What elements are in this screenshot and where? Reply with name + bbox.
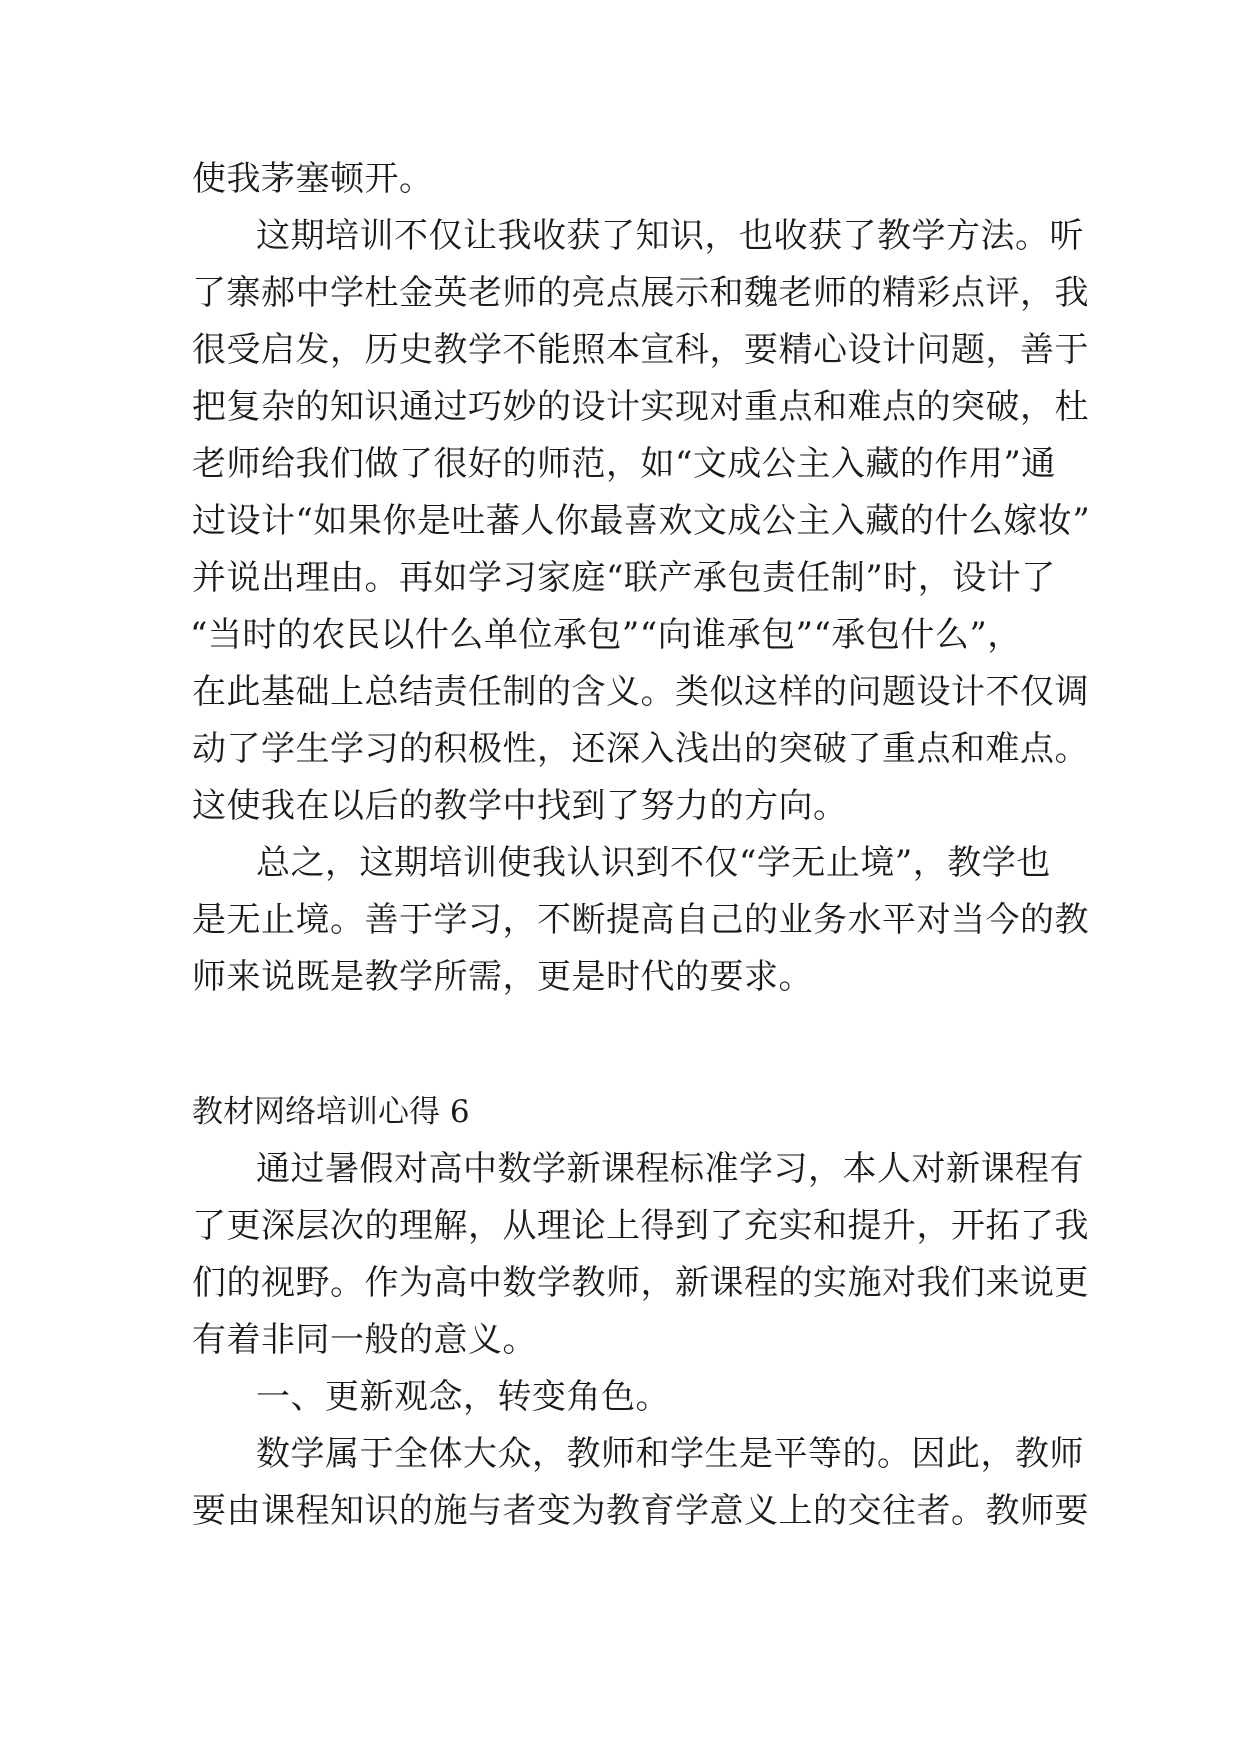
subsection-heading: 一、更新观念，转变角色。 (256, 1377, 670, 1417)
section-heading: 教材网络培训心得 6 (192, 1094, 470, 1130)
paragraph-line: 动了学生学习的积极性，还深入浅出的突破了重点和难点。 (192, 729, 1089, 769)
paragraph-line: 这期培训不仅让我收获了知识，也收获了教学方法。听 (256, 216, 1084, 256)
paragraph-line: 们的视野。作为高中数学教师，新课程的实施对我们来说更 (192, 1263, 1089, 1303)
paragraph-line: 很受启发，历史教学不能照本宣科，要精心设计问题，善于 (192, 330, 1089, 370)
paragraph-line: 过设计“如果你是吐蕃人你最喜欢文成公主入藏的什么嫁妆” (192, 501, 1091, 541)
paragraph-line: “当时的农民以什么单位承包”“向谁承包”“承包什么”， (190, 615, 1022, 655)
paragraph-line: 总之，这期培训使我认识到不仅“学无止境”，教学也 (256, 843, 1051, 883)
paragraph-line: 有着非同一般的意义。 (192, 1320, 537, 1360)
paragraph-line: 了更深层次的理解，从理论上得到了充实和提升，开拓了我 (192, 1206, 1089, 1246)
paragraph-line: 要由课程知识的施与者变为教育学意义上的交往者。教师要 (192, 1491, 1089, 1531)
paragraph-line: 在此基础上总结责任制的含义。类似这样的问题设计不仅调 (192, 672, 1089, 712)
paragraph-line: 把复杂的知识通过巧妙的设计实现对重点和难点的突破，杜 (192, 387, 1089, 427)
paragraph-line: 使我茅塞顿开。 (192, 159, 434, 199)
paragraph-line: 数学属于全体大众，教师和学生是平等的。因此，教师 (256, 1434, 1084, 1474)
paragraph-line: 老师给我们做了很好的师范，如“文成公主入藏的作用”通 (192, 444, 1056, 484)
paragraph-line: 是无止境。善于学习，不断提高自己的业务水平对当今的教 (192, 900, 1089, 940)
paragraph-line: 了寨郝中学杜金英老师的亮点展示和魏老师的精彩点评，我 (192, 273, 1089, 313)
paragraph-line: 师来说既是教学所需，更是时代的要求。 (192, 957, 813, 997)
paragraph-line: 并说出理由。再如学习家庭“联产承包责任制”时，设计了 (192, 558, 1056, 598)
paragraph-line: 这使我在以后的教学中找到了努力的方向。 (192, 786, 848, 826)
paragraph-line: 通过暑假对高中数学新课程标准学习，本人对新课程有 (256, 1149, 1084, 1189)
